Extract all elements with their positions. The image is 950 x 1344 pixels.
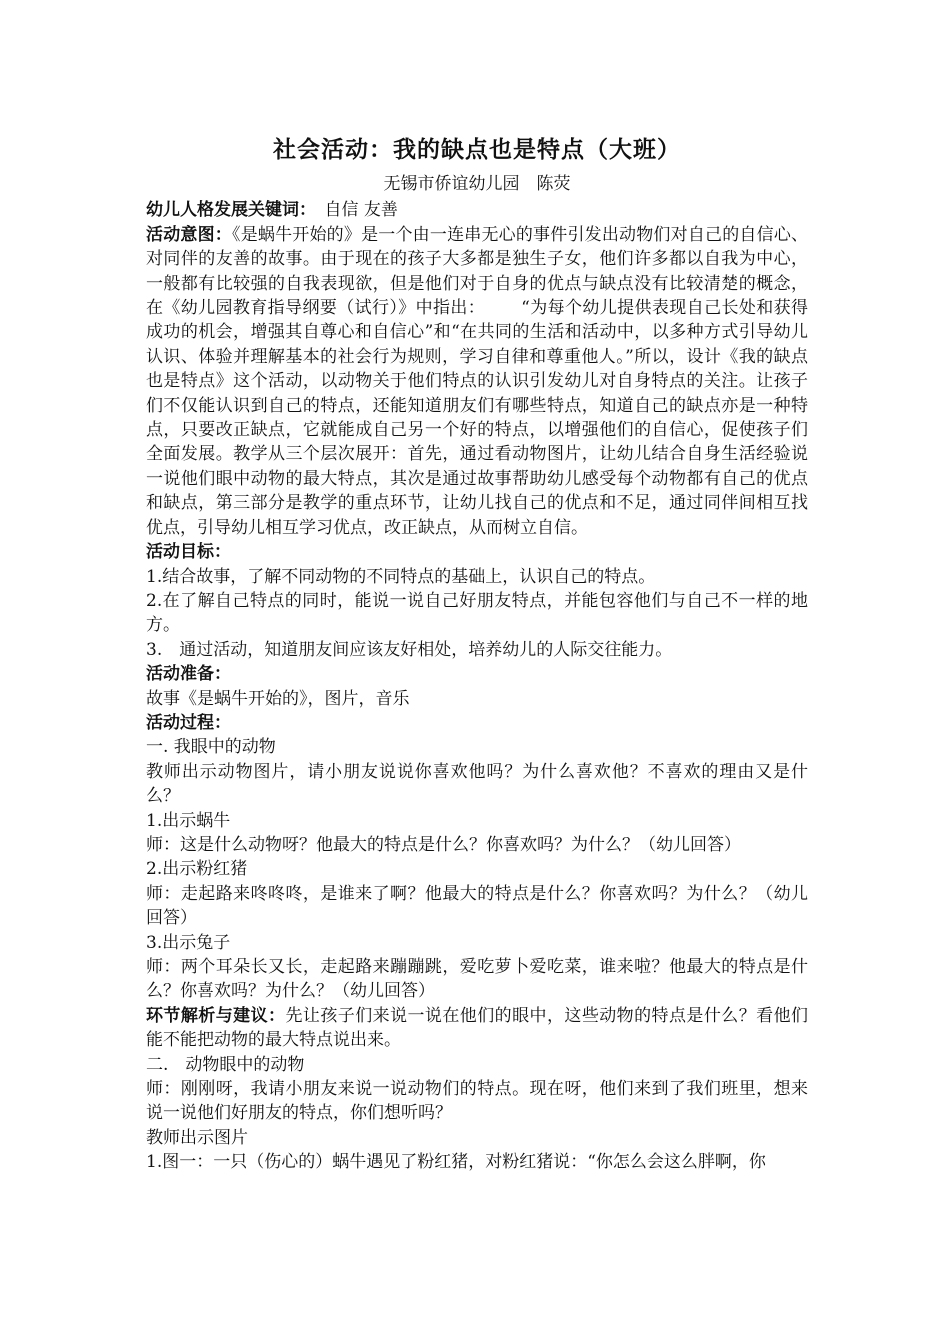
goal-item: 2.在了解自己特点的同时，能说一说自己好朋友特点，并能包容他们与自己不一样的地方。	[146, 590, 808, 636]
goals-label: 活动目标：	[146, 542, 231, 563]
process-line: 3.出示兔子	[146, 932, 231, 953]
process-line: 一. 我眼中的动物	[146, 737, 276, 758]
goal-item: 3. 通过活动，知道朋友间应该友好相处，培养幼儿的人际交往能力。	[146, 639, 673, 660]
author-line: 无锡市侨谊幼儿园 陈荧	[383, 174, 571, 194]
document-title: 社会活动：我的缺点也是特点（大班）	[273, 137, 681, 163]
goal-item: 1.结合故事，了解不同动物的不同特点的基础上，认识自己的特点。	[146, 566, 656, 587]
keywords-paragraph	[146, 198, 808, 222]
prep-text: 故事《是蜗牛开始的》，图片，音乐	[146, 688, 410, 709]
keywords-label: 幼儿人格发展关键词：	[146, 200, 308, 221]
process-label: 活动过程：	[146, 712, 231, 733]
process-line: 1.出示蜗牛	[146, 810, 231, 831]
analysis-label: 环节解析与建议：	[146, 1005, 286, 1026]
analysis-text: 先让孩子们来说一说在他们的眼中，这些动物的特点是什么？看他们能不能把动物的最大特点说出来。	[146, 1005, 809, 1051]
prep-label: 活动准备：	[146, 664, 231, 685]
intent-text-2: “为每个幼儿提供表现自己长处和获得成功的机会，增强其自尊心和自信心”和“在共同的生活和活动中，以多种方式引导幼儿认识、体验并理解基本的社会行为规则，学习自律和尊重他人。”所以，设计《我的缺点也是特点》这个活动，以动物关于他们特点的认识引发幼儿对自身特点的关注。让孩子们不仅能认识到自己的特点，还能知道朋友们有哪些特点，知道自己的缺点亦是一种特点，只要改正缺点，它就能成自己另一个好的特点，以增强他们的自信心，促使孩子们全面发展。教学从三个层次展开：首先，通过看动物图片，让幼儿结合自身生活经验说一说他们眼中动物的最大特点，其次是通过故事帮助幼儿感受每个动物都有自己的优点和缺点，第三部分是教学的重点环节，让幼儿找自己的优点和不足，通过同伴间相互找优点，引导幼儿相互学习优点，改正缺点，从而树立自信。	[146, 298, 808, 538]
process-line: 2.出示粉红猪	[146, 859, 248, 880]
intent-paragraph	[146, 223, 808, 540]
keywords-value: 自信 友善	[307, 200, 398, 221]
document-body	[146, 134, 808, 1175]
process-line: 师：这是什么动物呀？他最大的特点是什么？你喜欢吗？为什么？（幼儿回答）	[146, 834, 741, 855]
process-line: 师：刚刚呀，我请小朋友来说一说动物们的特点。现在呀，他们来到了我们班里，想来说一说他们好朋友的特点，你们想听吗？	[146, 1079, 808, 1124]
intent-text-1: 《是蜗牛开始的》是一个由一连串无心的事件引发出动物们对自己的自信心、对同伴的友善的故事。由于现在的孩子大多都是独生子女，他们许多都以自我为中心，一般都有比较强的自我表现欲，但是他们对于自身的优点与缺点没有比较清楚的概念，在《幼儿园教育指导纲要（试行）》中指出：	[146, 224, 809, 319]
process-line: 师：走起路来咚咚咚，是谁来了啊？他最大的特点是什么？你喜欢吗？为什么？（幼儿回答）	[146, 883, 808, 929]
intent-label: 活动意图：	[146, 224, 232, 245]
process-line: 教师出示图片	[146, 1127, 248, 1148]
analysis-paragraph	[146, 1004, 808, 1053]
process-line: 1.图一：一只（伤心的）蜗牛遇见了粉红猪，对粉红猪说：“你怎么会这么胖啊，你	[146, 1152, 766, 1173]
process-line: 师：两个耳朵长又长，走起路来蹦蹦跳，爱吃萝卜爱吃菜，谁来啦？他最大的特点是什么？你喜欢吗？为什么？（幼儿回答）	[146, 957, 808, 1002]
process-line: 二. 动物眼中的动物	[146, 1054, 305, 1075]
process-line: 教师出示动物图片，请小朋友说说你喜欢他吗？为什么喜欢他？不喜欢的理由又是什么？	[146, 761, 808, 807]
